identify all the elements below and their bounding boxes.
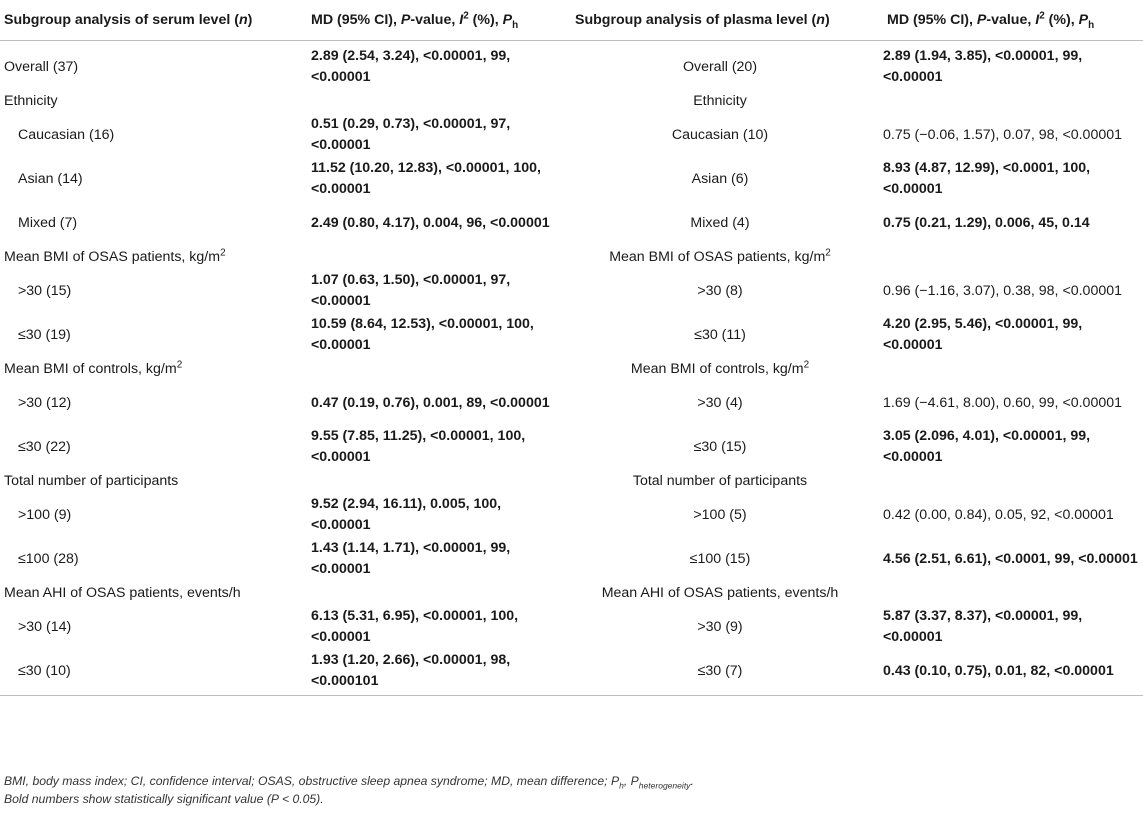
plasma-subgroup-cell: Total number of participants (632, 472, 808, 489)
serum-subgroup-cell: Mean BMI of controls, $kg/m^2$ (4, 358, 183, 377)
header-row (0, 0, 1143, 41)
serum-subgroup-cell: Total number of participants (4, 472, 179, 489)
table-row (0, 41, 1143, 90)
significance-note: Bold numbers show statistically significant value (P < 0.05). (4, 792, 324, 806)
serum-subgroup-cell: Asian (14) (18, 170, 83, 187)
plasma-md-cell: 2.89 (1.94, 3.85), <0.00001, 99, <0.00001 (883, 48, 1083, 85)
table-row (0, 493, 1143, 537)
plasma-md-cell: 0.75 (−0.06, 1.57), 0.07, 98, <0.00001 (883, 126, 1123, 143)
serum-md-cell (297, 89, 567, 113)
plasma-subgroup-cell: ≤30 (11) (694, 326, 746, 343)
plasma-md-cell (873, 469, 1143, 493)
plasma-subgroup-cell: >30 (8) (697, 282, 743, 299)
table-row (0, 425, 1143, 469)
plasma-md-cell: 8.93 (4.87, 12.99), <0.0001, 100, <0.00001 (883, 160, 1091, 197)
plasma-subgroup-cell: >30 (4) (697, 394, 743, 411)
serum-md-cell: 2.49 (0.80, 4.17), 0.004, 96, <0.00001 (311, 214, 550, 231)
header-plasma-subgroup: Subgroup analysis of plasma level (n) (567, 0, 873, 41)
plasma-subgroup-cell: Mean BMI of OSAS patients, $kg/m^2$ (609, 246, 831, 265)
serum-subgroup-cell: Ethnicity (4, 92, 58, 109)
plasma-subgroup-cell: >30 (9) (697, 618, 743, 635)
table-row (0, 157, 1143, 201)
table-row (0, 381, 1143, 425)
plasma-md-cell: 5.87 (3.37, 8.37), <0.00001, 99, <0.00001 (883, 608, 1083, 645)
plasma-md-cell: 0.96 (−1.16, 3.07), 0.38, 98, <0.00001 (883, 282, 1123, 299)
serum-subgroup-cell: >100 (9) (18, 506, 72, 523)
plasma-subgroup-cell: Mean AHI of OSAS patients, events/h (601, 584, 839, 601)
table-row (0, 537, 1143, 581)
plasma-subgroup-cell: Overall (20) (682, 58, 758, 75)
plasma-md-cell (873, 89, 1143, 113)
plasma-subgroup-cell: >100 (5) (693, 506, 747, 523)
serum-subgroup-cell: ≤100 (28) (18, 550, 79, 567)
plasma-subgroup-cell: Asian (6) (691, 170, 749, 187)
table-row (0, 469, 1143, 493)
serum-md-cell: 6.13 (5.31, 6.95), <0.00001, 100, <0.00001 (311, 608, 519, 645)
table-row (0, 113, 1143, 157)
plasma-md-cell: 1.69 (−4.61, 8.00), 0.60, 99, <0.00001 (883, 394, 1123, 411)
table-row (0, 269, 1143, 313)
serum-md-cell (297, 469, 567, 493)
serum-md-cell: 2.89 (2.54, 3.24), <0.00001, 99, <0.00001 (311, 48, 511, 85)
table-row (0, 89, 1143, 113)
serum-md-cell: 1.07 (0.63, 1.50), <0.00001, 97, <0.00001 (311, 272, 511, 309)
table-row (0, 581, 1143, 605)
header-plasma-md: MD (95% CI), P-value, $I^2$ (%), $P_h$ (873, 0, 1143, 41)
plasma-md-cell (873, 245, 1143, 269)
table-row (0, 605, 1143, 649)
table-footnotes (4, 772, 1134, 808)
plasma-subgroup-cell: ≤30 (7) (567, 649, 873, 696)
table-row (0, 357, 1143, 381)
serum-md-cell: 1.43 (1.14, 1.71), <0.00001, 99, <0.00001 (311, 540, 511, 577)
serum-subgroup-cell: >30 (14) (18, 618, 72, 635)
plasma-subgroup-cell: Ethnicity (693, 92, 747, 109)
serum-subgroup-cell: ≤30 (22) (18, 438, 71, 455)
serum-subgroup-cell: Mixed (7) (18, 214, 78, 231)
plasma-md-cell (873, 357, 1143, 381)
plasma-subgroup-cell: Mean BMI of controls, $kg/m^2$ (630, 358, 810, 377)
table-body (0, 41, 1143, 696)
header-serum-md: MD (95% CI), P-value, $I^2$ (%), $P_h$ (297, 0, 567, 41)
serum-subgroup-cell: Overall (37) (4, 58, 79, 75)
serum-md-cell: 10.59 (8.64, 12.53), <0.00001, 100, <0.00001 (311, 316, 534, 353)
plasma-md-cell: 0.75 (0.21, 1.29), 0.006, 45, 0.14 (883, 214, 1090, 231)
plasma-subgroup-cell: Mixed (4) (690, 214, 750, 231)
serum-md-cell: 9.52 (2.94, 16.11), 0.005, 100, <0.00001 (311, 496, 502, 533)
table-row (0, 201, 1143, 245)
serum-md-cell: 1.93 (1.20, 2.66), <0.00001, 98, <0.000101 (297, 649, 567, 696)
table-row (0, 649, 1143, 696)
plasma-md-cell: 4.20 (2.95, 5.46), <0.00001, 99, <0.00001 (883, 316, 1083, 353)
plasma-md-cell: 0.43 (0.10, 0.75), 0.01, 82, <0.00001 (873, 649, 1143, 696)
plasma-subgroup-cell: ≤100 (15) (689, 550, 751, 567)
header-serum-subgroup: Subgroup analysis of serum level (n) (0, 0, 297, 41)
serum-md-cell (297, 245, 567, 269)
serum-md-cell: 11.52 (10.20, 12.83), <0.00001, 100, <0.00001 (311, 160, 541, 197)
serum-md-cell: 0.47 (0.19, 0.76), 0.001, 89, <0.00001 (311, 394, 550, 411)
plasma-subgroup-cell: Caucasian (10) (671, 126, 769, 143)
plasma-md-cell (873, 581, 1143, 605)
abbreviations-note: BMI, body mass index; CI, confidence interval; OSAS, obstructive sleep apnea syndrome; MD, mean difference; $P_h$, $P_{heterogeneity}$. (4, 774, 694, 791)
serum-md-cell: 0.51 (0.29, 0.73), <0.00001, 97, <0.00001 (311, 116, 511, 153)
serum-subgroup-cell: Mean AHI of OSAS patients, events/h (4, 584, 241, 601)
serum-subgroup-cell: ≤30 (19) (18, 326, 71, 343)
serum-md-cell (297, 357, 567, 381)
table-row (0, 245, 1143, 269)
serum-md-cell: 9.55 (7.85, 11.25), <0.00001, 100, <0.00001 (311, 428, 526, 465)
serum-subgroup-cell: >30 (15) (18, 282, 72, 299)
serum-subgroup-cell: >30 (12) (18, 394, 72, 411)
plasma-md-cell: 3.05 (2.096, 4.01), <0.00001, 99, <0.00001 (883, 428, 1091, 465)
plasma-subgroup-cell: ≤30 (15) (693, 438, 747, 455)
table-row (0, 313, 1143, 357)
serum-md-cell (297, 581, 567, 605)
serum-subgroup-cell: Mean BMI of OSAS patients, $kg/m^2$ (4, 246, 226, 265)
plasma-md-cell: 0.42 (0.00, 0.84), 0.05, 92, <0.00001 (883, 506, 1114, 523)
serum-subgroup-cell: Caucasian (16) (18, 126, 115, 143)
plasma-md-cell: 4.56 (2.51, 6.61), <0.0001, 99, <0.00001 (883, 550, 1138, 567)
serum-subgroup-cell: ≤30 (10) (0, 649, 297, 696)
